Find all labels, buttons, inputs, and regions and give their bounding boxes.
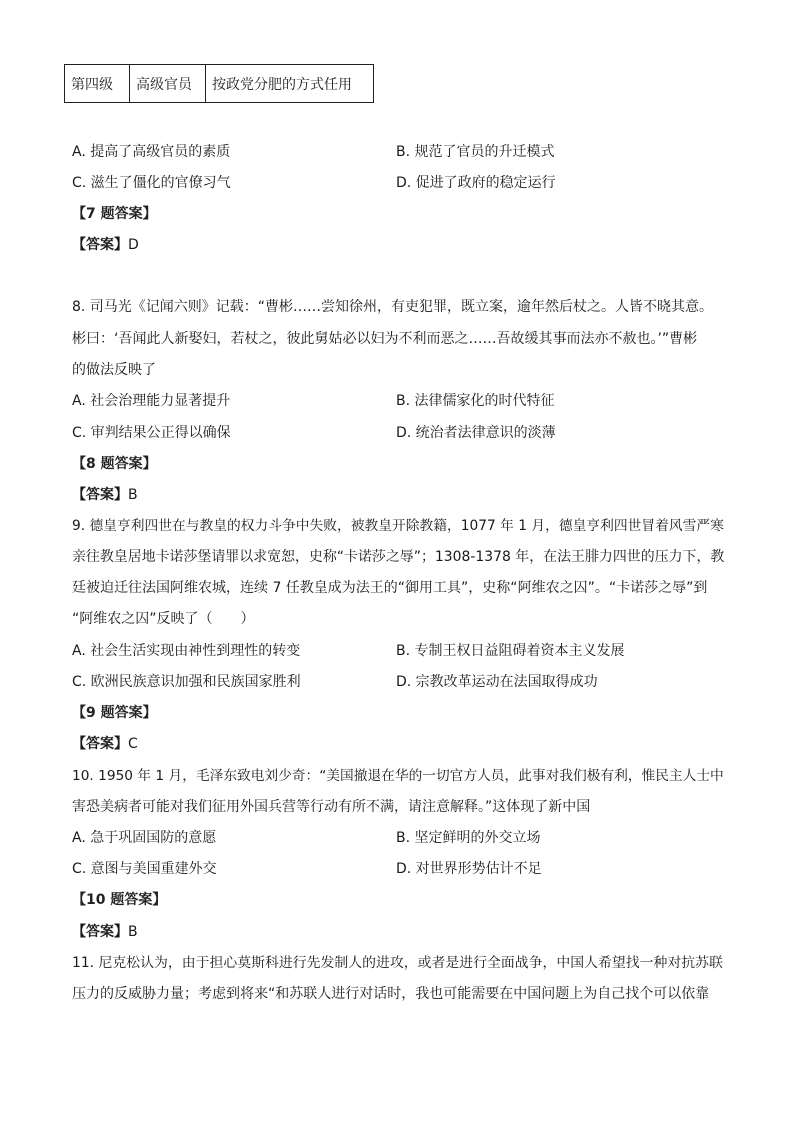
q9-option-d: D. 宗教改革运动在法国取得成功	[396, 674, 598, 690]
table-cell-official: 高级官员	[130, 65, 206, 103]
q10-answer	[72, 923, 138, 941]
q9-stem-line-2: 亲往教皇居地卡诺莎堡请罪以求宽恕，史称“卡诺莎之辱”；1308-1378 年，在法王腓力四世的压力下，教	[72, 549, 725, 565]
q8-option-d: D. 统治者法律意识的淡薄	[396, 425, 556, 441]
answer-value: B	[128, 487, 138, 503]
q7-option-c: C. 滋生了僵化的官僚习气	[72, 175, 231, 191]
q8-stem-line-1: 8. 司马光《记闻六则》记载：“曹彬……尝知徐州，有吏犯罪，既立案，逾年然后杖之。人皆不晓其意。	[72, 299, 714, 315]
table-cell-method: 按政党分肥的方式任用	[206, 65, 374, 103]
q10-option-c: C. 意图与美国重建外交	[72, 861, 217, 877]
q7-answer	[72, 236, 139, 254]
q9-answer-header: 【9 题答案】	[72, 705, 157, 721]
q10-stem-line-1: 10. 1950 年 1 月，毛泽东致电刘少奇：“美国撤退在华的一切官方人员，此事对我们极有利，惟民主人士中	[72, 768, 724, 784]
q9-answer	[72, 735, 138, 753]
q10-stem-line-2: 害恐美病者可能对我们征用外国兵营等行动有所不满，请注意解释。”这体现了新中国	[72, 799, 591, 815]
q10-option-a: A. 急于巩固国防的意愿	[72, 830, 217, 846]
answer-label: 【答案】	[72, 736, 128, 752]
q11-stem-line-2: 压力的反威胁力量；考虑到将来“和苏联人进行对话时，我也可能需要在中国问题上为自己找个可以依靠	[72, 986, 710, 1002]
q10-option-b: B. 坚定鲜明的外交立场	[396, 830, 541, 846]
q8-answer	[72, 486, 138, 504]
q11-stem-line-1: 11. 尼克松认为，由于担心莫斯科进行先发制人的进攻，或者是进行全面战争，中国人希望找一种对抗苏联	[72, 955, 723, 971]
official-level-table	[64, 64, 374, 103]
answer-value: D	[128, 237, 139, 253]
q9-stem-line-3: 廷被迫迁往法国阿维农城，连续 7 任教皇成为法王的“御用工具”，史称“阿维农之囚”。“卡诺莎之辱”到	[72, 580, 708, 596]
q9-option-c: C. 欧洲民族意识加强和民族国家胜利	[72, 674, 301, 690]
table-row	[65, 65, 374, 103]
table-cell-level: 第四级	[65, 65, 130, 103]
q7-option-b: B. 规范了官员的升迁模式	[396, 144, 555, 160]
q8-option-b: B. 法律儒家化的时代特征	[396, 393, 555, 409]
q9-option-b: B. 专制王权日益阻碍着资本主义发展	[396, 643, 625, 659]
q9-stem-line-4: “阿维农之囚”反映了（ ）	[72, 611, 255, 627]
q8-answer-header: 【8 题答案】	[72, 456, 157, 472]
q7-answer-header: 【7 题答案】	[72, 206, 157, 222]
answer-label: 【答案】	[72, 487, 128, 503]
answer-value: C	[128, 736, 138, 752]
answer-label: 【答案】	[72, 237, 128, 253]
q8-option-a: A. 社会治理能力显著提升	[72, 393, 231, 409]
q7-option-d: D. 促进了政府的稳定运行	[396, 175, 556, 191]
q10-answer-header: 【10 题答案】	[72, 892, 167, 908]
q8-option-c: C. 审判结果公正得以确保	[72, 425, 231, 441]
q10-option-d: D. 对世界形势估计不足	[396, 861, 542, 877]
q8-stem-line-2: 彬曰：‘吾闻此人新娶妇，若杖之，彼此舅姑必以妇为不利而恶之……吾故缓其事而法亦不赦也。’”曹彬	[72, 331, 698, 347]
q9-stem-line-1: 9. 德皇亨利四世在与教皇的权力斗争中失败，被教皇开除教籍，1077 年 1 月，德皇亨利四世冒着风雪严寒	[72, 518, 724, 534]
answer-value: B	[128, 924, 138, 940]
q8-stem-line-3: 的做法反映了	[72, 362, 156, 378]
answer-label: 【答案】	[72, 924, 128, 940]
q9-option-a: A. 社会生活实现由神性到理性的转变	[72, 643, 301, 659]
q7-option-a: A. 提高了高级官员的素质	[72, 144, 231, 160]
